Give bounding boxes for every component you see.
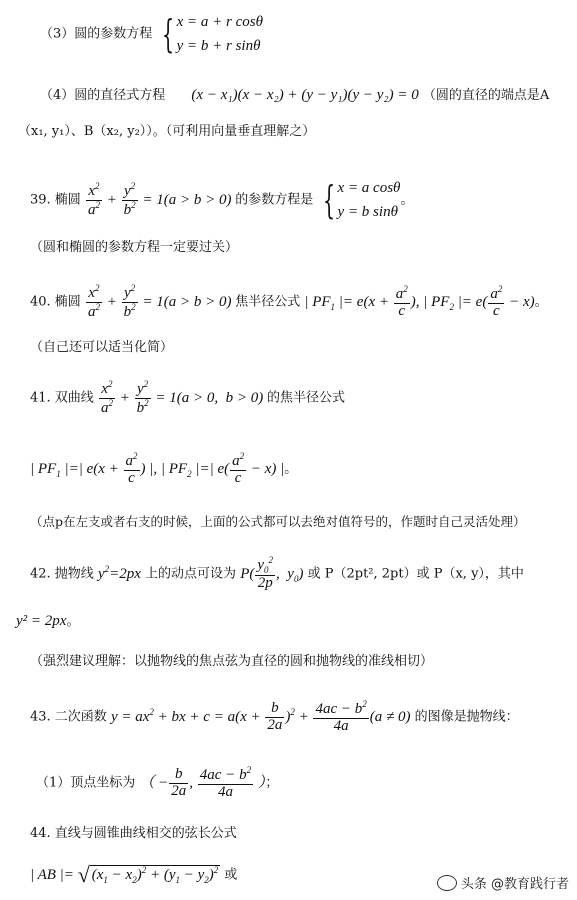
ellipse-param-system — [338, 176, 401, 224]
vertex-formula: （ − $\frac{b}{2a}$ , $\frac{4ac - b^2}{4a}$ ） — [139, 765, 266, 800]
item39-num: 39. 椭圆 — [30, 192, 81, 208]
item41-num: 41. 双曲线 — [30, 390, 94, 406]
circle-diameter-label: （4）圆的直径式方程 — [40, 88, 166, 103]
quadratic-eq: $y = ax^2$ + bx + c = a(x + $\frac{b}{2a}$ )$^2$ + $\frac{4ac - b^2}{4a}$ (a ≠ 0) — [110, 699, 411, 734]
focal-radius-formula: | $PF_1$ |= e(x + $\frac{a^2}{c}$ ), | $PF_2$ |= e( $\frac{a^2}{c}$ − x) — [304, 284, 535, 319]
watermark-text: 头条 @教育践行者 — [460, 877, 569, 892]
line-note-41 — [30, 514, 526, 529]
note-40: （自己还可以适当化简） — [30, 340, 174, 355]
line-39: 39. 椭圆 $\frac{x^2}{a^2}$ + $\frac{y^2}{b^2}$ = 1(a > b > 0) 的参数方程是 { x = a cosθ y = b sinθ 。 — [30, 178, 414, 222]
note-39: （圆和椭圆的参数方程一定要过关） — [30, 240, 239, 255]
item39-tail: 的参数方程是 — [235, 192, 314, 208]
item40-num: 40. 椭圆 — [30, 294, 81, 310]
circle-diameter-note: （圆的直径的端点是A — [422, 88, 550, 103]
item42-num: 42. 抛物线 — [30, 566, 94, 582]
line-40: 40. 椭圆 $\frac{x^2}{a^2}$ + $\frac{y^2}{b^2}$ = 1(a > b > 0) 焦半径公式 | $PF_1$ |= e(x + $\frac{a^2}{c}$ ), | $PF_2$ |= e( $\frac{a^2}{c}$ − x)。 — [30, 283, 548, 320]
circle-param-eq2: y = b + r sinθ — [176, 38, 261, 54]
item43-num: 43. 二次函数 — [30, 709, 107, 725]
line-44 — [30, 826, 237, 842]
note-42: （强烈建议理解：以抛物线的焦点弦为直径的圆和抛物线的准线相切） — [30, 654, 434, 669]
parabola-eq-2: y² = 2px — [16, 613, 67, 629]
circle-param-eq1: x = a + r cosθ — [176, 14, 263, 30]
line-note-40 — [30, 340, 173, 356]
ellipse-param-eq1: x = a cosθ — [337, 180, 401, 196]
circle-diameter-eq: (x − x₁)(x − x₂) + (y − y₁)(y − y₂) = 0 — [191, 87, 419, 103]
note-41: （点p在左支或者右支的时候，上面的公式都可以去绝对值符号的，作题时自己灵活处理） — [30, 514, 526, 529]
toutiao-logo-icon — [437, 875, 457, 891]
circle-param-label: （3）圆的参数方程 — [40, 26, 153, 42]
item40-mid: 焦半径公式 — [235, 294, 301, 310]
line-circle-param — [40, 10, 263, 58]
ellipse-param-eq2: y = b sinθ — [337, 204, 398, 220]
watermark — [437, 873, 569, 892]
line-43-vertex: （1）顶点坐标为 （ − $\frac{b}{2a}$ , $\frac{4ac - b^2}{4a}$ ）； — [36, 765, 279, 800]
item44-text: 44. 直线与圆锥曲线相交的弦长公式 — [30, 826, 237, 841]
parabola-eq: $y^2=2px$ — [97, 563, 141, 582]
chord-length-formula: | AB |= √ $(x_1 - x_2)^2 + (y_1 - y_2)^2$ — [30, 862, 219, 887]
circle-diameter-cont-text: （x₁, y₁）、B（x₂, y₂））。（可利用向量垂直理解之） — [18, 124, 316, 139]
item43-tail: 的图像是抛物线： — [414, 709, 519, 725]
item44-tail: 或 — [224, 867, 238, 883]
line-circle-diameter — [40, 86, 549, 104]
ellipse-eq: $\frac{x^2}{a^2}$ + $\frac{y^2}{b^2}$ = 1(a > b > 0) — [87, 180, 236, 218]
line-circle-diameter-cont — [18, 124, 315, 140]
line-41-formula: | $PF_1$ |=| e(x + $\frac{a^2}{c}$ ) |, | $PF_2$ |=| e( $\frac{a^2}{c}$ − x) |。 — [30, 451, 298, 486]
item42-a: 上的动点可设为 — [145, 566, 237, 582]
parabola-point-1: P( $\frac{y_0^2}{2p}$ , $y_0$) — [240, 555, 304, 592]
line-42 — [30, 556, 524, 592]
ellipse-eq-40: $\frac{x^2}{a^2}$ + $\frac{y^2}{b^2}$ = 1(a > b > 0) — [87, 283, 236, 320]
vertex-label: （1）顶点坐标为 — [36, 775, 136, 791]
line-note-42 — [30, 654, 433, 670]
hyperbola-eq: $\frac{x^2}{a^2}$ + $\frac{y^2}{b^2}$ = 1(a > 0, b > 0) — [100, 379, 267, 416]
left-brace: { — [162, 12, 175, 56]
item41-tail: 的焦半径公式 — [266, 390, 345, 406]
item42-b: 或 P（2pt², 2pt）或 P（x, y），其中 — [307, 566, 524, 582]
line-43 — [30, 700, 519, 735]
left-brace: { — [323, 178, 336, 222]
line-41 — [30, 380, 345, 417]
hyperbola-focal-formula: | $PF_1$ |=| e(x + $\frac{a^2}{c}$ ) |, | $PF_2$ |=| e( $\frac{a^2}{c}$ − x) | — [30, 451, 285, 486]
line-44-formula — [30, 862, 237, 888]
circle-param-system — [177, 10, 263, 58]
line-42-cont: y² = 2px。 — [16, 613, 80, 629]
line-note-39 — [30, 240, 238, 256]
